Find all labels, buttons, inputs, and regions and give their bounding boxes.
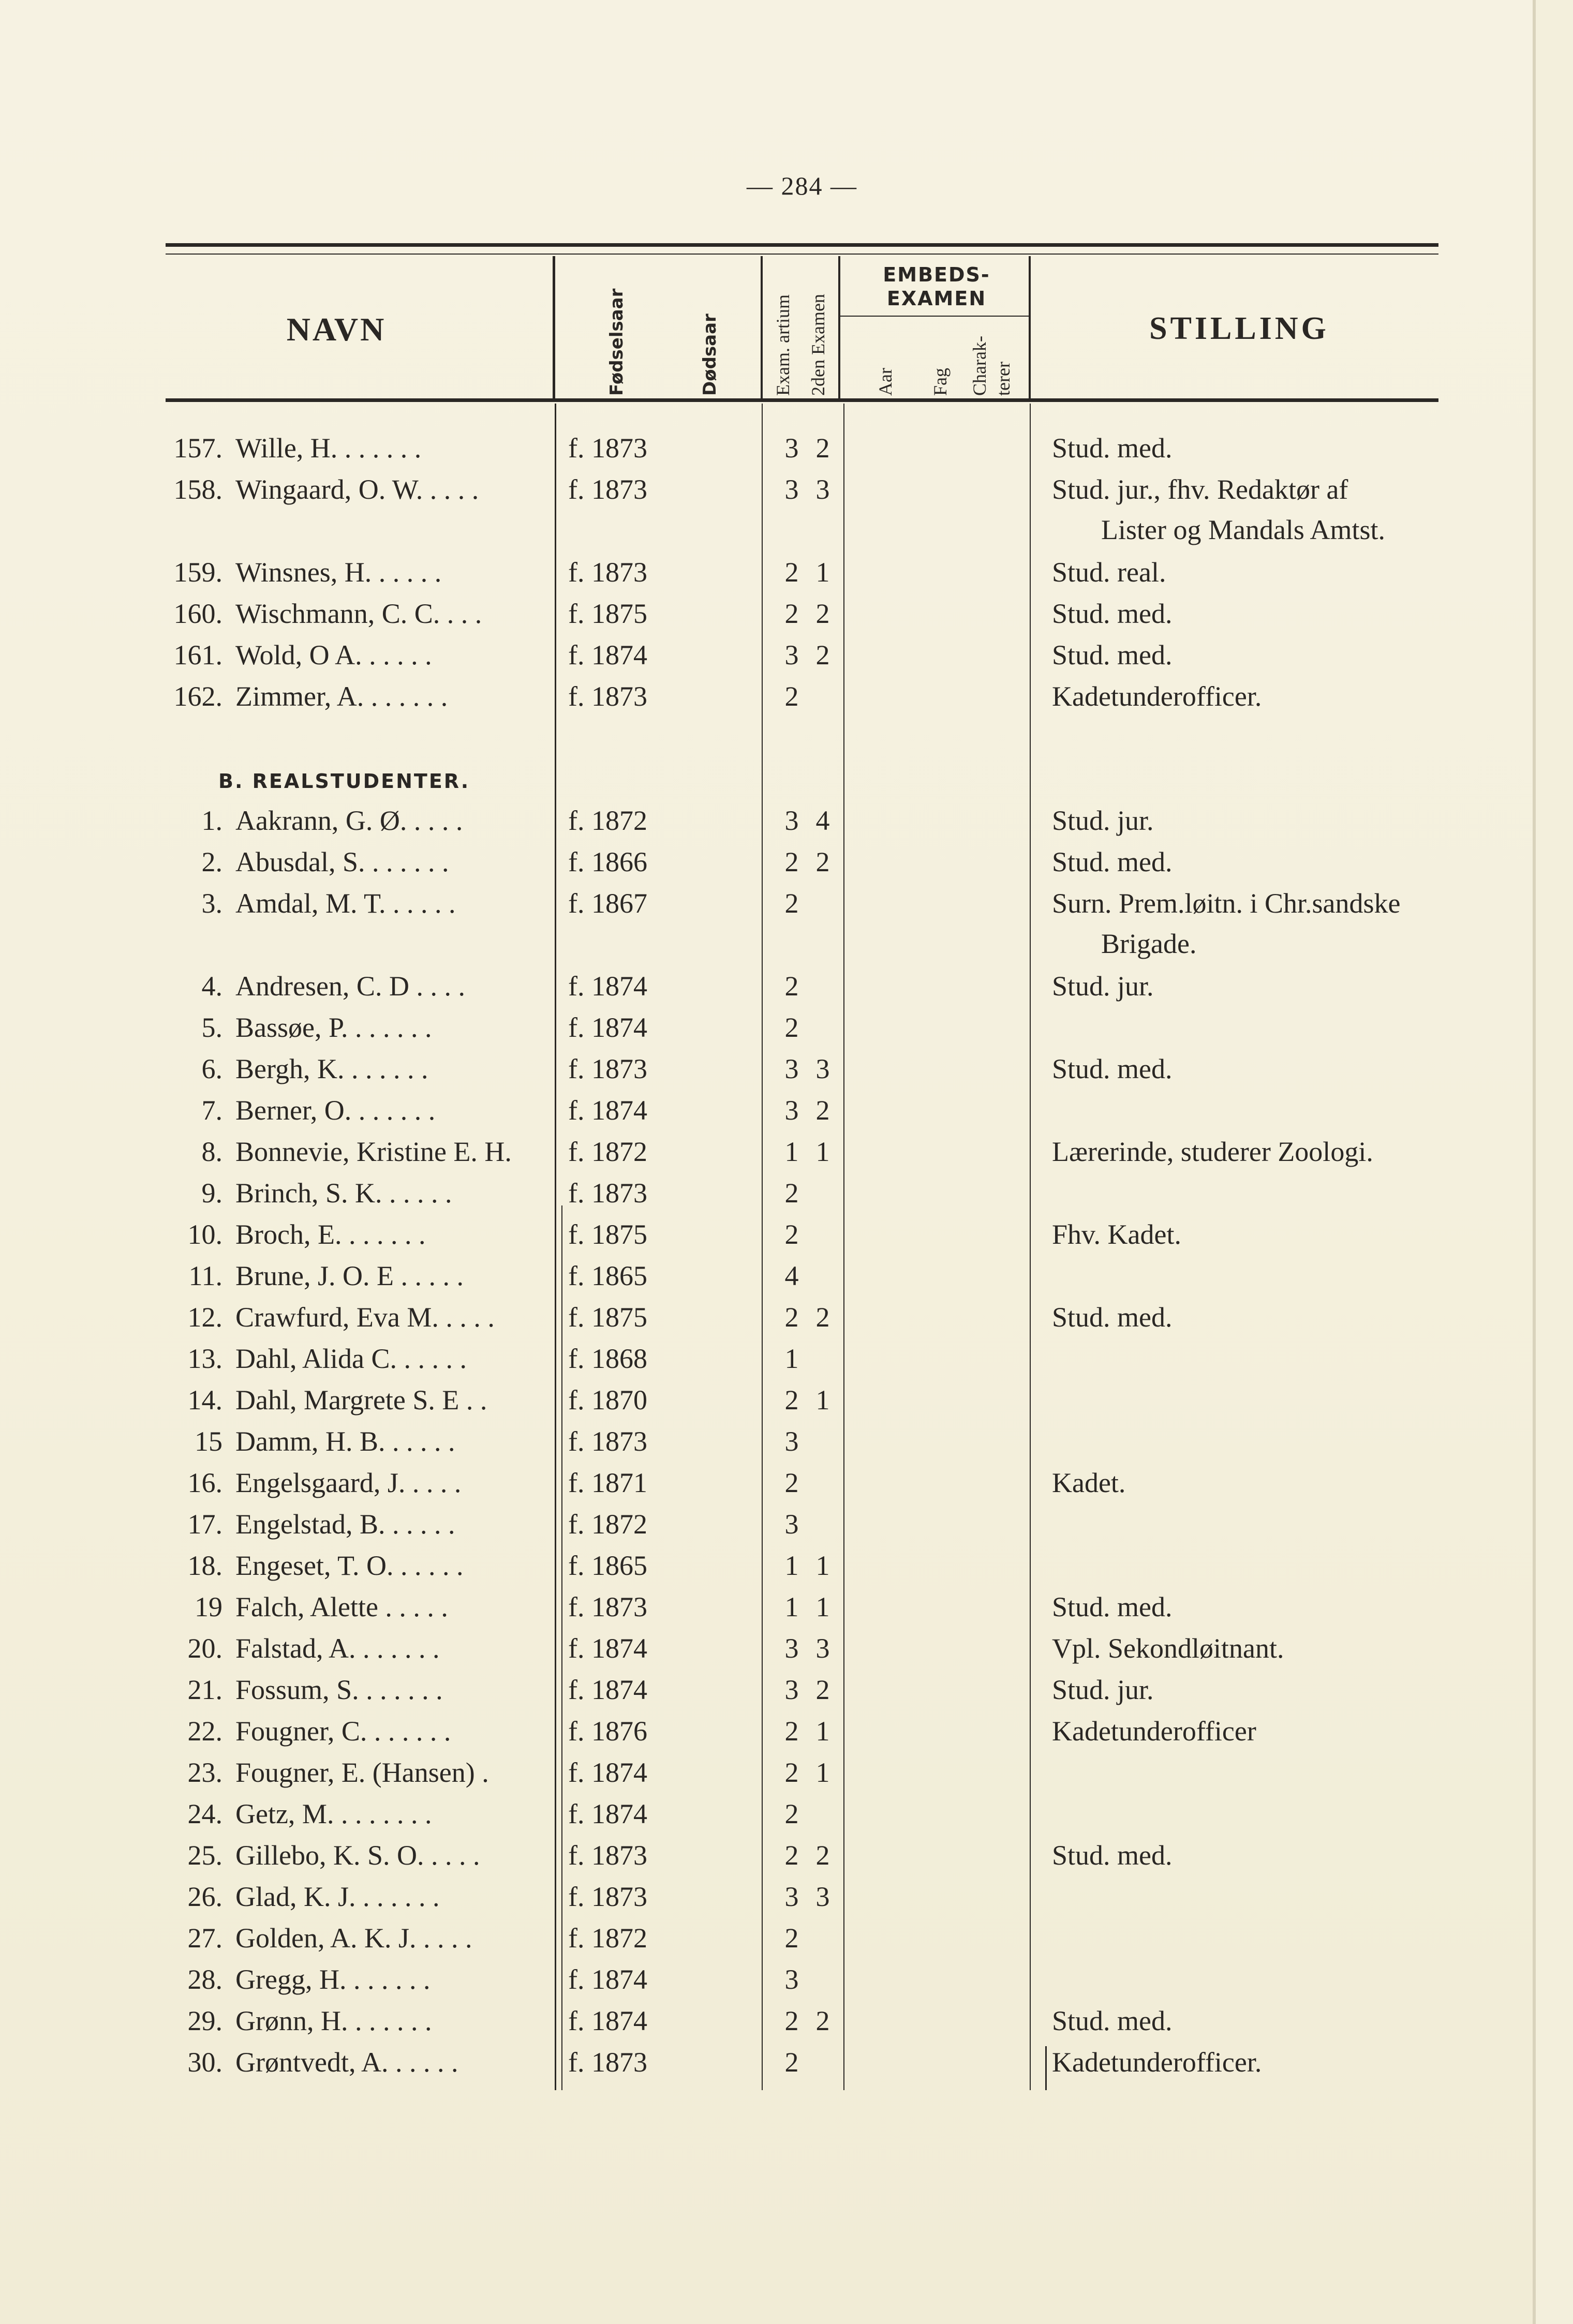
table-row	[0, 1550, 1533, 1591]
row-exam-artium: 1	[784, 1550, 799, 1581]
table-row	[0, 970, 1533, 1011]
row-name: Fougner, E. (Hansen) .	[235, 1757, 489, 1788]
row-stilling: Stud. med.	[1052, 639, 1173, 671]
row-exam-artium: 2	[784, 681, 799, 712]
row-birth-year: f. 1870	[568, 1384, 647, 1416]
row-birth-year: f. 1874	[568, 1964, 647, 1995]
row-number: 19	[195, 1591, 222, 1622]
top-rule	[166, 243, 1438, 247]
header-fodselsaar: Fødselsaar	[606, 288, 627, 396]
top-rule-thin	[166, 254, 1438, 255]
row-name: Brinch, S. K. . . . . .	[235, 1178, 452, 1209]
row-birth-year: f. 1873	[568, 1840, 647, 1871]
row-stilling: Lærerinde, studerer Zoologi.	[1052, 1136, 1373, 1167]
table-row	[0, 1053, 1533, 1094]
row-number: 13.	[187, 1343, 222, 1374]
row-number: 4.	[201, 971, 222, 1002]
row-exam-artium: 2	[784, 557, 799, 588]
row-name: Bassøe, P. . . . . . .	[235, 1012, 432, 1043]
row-name: Glad, K. J. . . . . . .	[235, 1881, 440, 1912]
row-number: 161.	[173, 639, 222, 671]
row-exam-artium: 3	[784, 1674, 799, 1705]
row-number: 8.	[201, 1136, 222, 1167]
row-exam-artium: 4	[784, 1260, 799, 1291]
row-birth-year: f. 1873	[568, 1591, 647, 1622]
table-row	[0, 1218, 1533, 1260]
row-birth-year: f. 1873	[568, 2047, 647, 2078]
row-name: Engelsgaard, J. . . . .	[235, 1467, 462, 1498]
row-stilling: Stud. jur.	[1052, 1674, 1154, 1705]
row-name: Wille, H. . . . . . .	[235, 433, 422, 464]
row-birth-year: f. 1874	[568, 1095, 647, 1126]
row-number: 162.	[173, 681, 222, 712]
row-second-exam: 3	[815, 1633, 830, 1664]
row-number: 158.	[173, 474, 222, 505]
row-exam-artium: 2	[784, 1012, 799, 1043]
row-number: 24.	[187, 1798, 222, 1829]
row-birth-year: f. 1867	[568, 888, 647, 919]
row-number: 1.	[201, 805, 222, 836]
row-second-exam: 2	[815, 433, 830, 464]
embeds-subrule	[840, 316, 1029, 317]
row-stilling: Stud. jur., fhv. Redaktør af	[1052, 474, 1348, 505]
table-row	[0, 1839, 1533, 1881]
row-number: 23.	[187, 1757, 222, 1788]
row-birth-year: f. 1874	[568, 1798, 647, 1829]
row-stilling: Vpl. Sekondløitnant.	[1052, 1633, 1284, 1664]
row-birth-year: f. 1874	[568, 1012, 647, 1043]
row-exam-artium: 3	[784, 805, 799, 836]
row-name: Wischmann, C. C. . . .	[235, 598, 482, 629]
row-second-exam: 2	[815, 1840, 830, 1871]
row-stilling: Stud. med.	[1052, 433, 1173, 464]
row-name: Golden, A. K. J. . . . .	[235, 1923, 472, 1954]
table-row	[0, 805, 1533, 846]
table-row	[0, 1798, 1533, 1839]
row-birth-year: f. 1872	[568, 1509, 647, 1540]
row-exam-artium: 2	[784, 2005, 799, 2036]
row-birth-year: f. 1874	[568, 2005, 647, 2036]
header-divider-name	[553, 256, 555, 398]
row-stilling: Surn. Prem.løitn. i Chr.sandske	[1052, 888, 1401, 919]
row-birth-year: f. 1868	[568, 1343, 647, 1374]
row-exam-artium: 3	[784, 1426, 799, 1457]
header-bottom-rule	[166, 398, 1438, 402]
row-birth-year: f. 1873	[568, 1881, 647, 1912]
row-number: 159.	[173, 557, 222, 588]
row-name: Abusdal, S. . . . . . .	[235, 846, 449, 877]
table-row	[0, 1384, 1533, 1425]
row-number: 29.	[187, 2005, 222, 2036]
row-birth-year: f. 1873	[568, 557, 647, 588]
row-birth-year: f. 1874	[568, 1674, 647, 1705]
table-row	[0, 1467, 1533, 1508]
header-stilling: STILLING	[1149, 311, 1329, 346]
row-birth-year: f. 1871	[568, 1467, 647, 1498]
row-number: 22.	[187, 1716, 222, 1747]
row-birth-year: f. 1872	[568, 1136, 647, 1167]
table-row	[0, 1343, 1533, 1384]
table-row	[0, 598, 1533, 639]
table-row	[0, 473, 1533, 545]
row-stilling: Stud. med.	[1052, 846, 1173, 877]
row-number: 30.	[187, 2047, 222, 2078]
row-birth-year: f. 1876	[568, 1716, 647, 1747]
row-stilling: Kadetunderofficer.	[1052, 2047, 1262, 2078]
row-birth-year: f. 1865	[568, 1260, 647, 1291]
table-row	[0, 1674, 1533, 1715]
row-name: Brune, J. O. E . . . . .	[235, 1260, 464, 1291]
row-number: 26.	[187, 1881, 222, 1912]
row-name: Engeset, T. O. . . . . .	[235, 1550, 464, 1581]
row-name: Aakrann, G. Ø. . . . .	[235, 805, 463, 836]
row-exam-artium: 2	[784, 1757, 799, 1788]
row-exam-artium: 2	[784, 1467, 799, 1498]
row-exam-artium: 3	[784, 1509, 799, 1540]
row-second-exam: 4	[815, 805, 830, 836]
section-heading-realstudenter: B. REALSTUDENTER.	[218, 770, 470, 793]
row-name: Amdal, M. T. . . . . .	[235, 888, 456, 919]
row-name: Gillebo, K. S. O. . . . .	[235, 1840, 480, 1871]
row-name: Grønn, H. . . . . . .	[235, 2005, 432, 2036]
row-stilling-continued: Brigade.	[1101, 928, 1197, 959]
row-stilling: Stud. jur.	[1052, 971, 1154, 1002]
row-exam-artium: 2	[784, 971, 799, 1002]
header-dodsaar: Dødsaar	[700, 314, 720, 396]
row-stilling: Stud. med.	[1052, 1053, 1173, 1084]
table-row	[0, 1136, 1533, 1177]
row-stilling: Stud. med.	[1052, 598, 1173, 629]
row-stilling: Stud. med.	[1052, 1840, 1173, 1871]
table-row	[0, 1881, 1533, 1922]
row-birth-year: f. 1874	[568, 1757, 647, 1788]
row-second-exam: 2	[815, 1302, 830, 1333]
row-name: Falstad, A. . . . . . .	[235, 1633, 440, 1664]
row-second-exam: 2	[815, 1674, 830, 1705]
row-second-exam: 2	[815, 2005, 830, 2036]
row-stilling-continued: Lister og Mandals Amtst.	[1101, 514, 1385, 545]
header-embeds	[843, 263, 1030, 310]
row-exam-artium: 2	[784, 1178, 799, 1209]
table-row	[0, 1260, 1533, 1301]
header-embeds-line2: EXAMEN	[886, 287, 987, 310]
header-embeds-line1: EMBEDS-	[883, 263, 990, 286]
row-stilling: Fhv. Kadet.	[1052, 1219, 1181, 1250]
row-exam-artium: 3	[784, 1633, 799, 1664]
row-exam-artium: 2	[784, 2047, 799, 2078]
row-number: 6.	[201, 1053, 222, 1084]
row-name: Wingaard, O. W. . . . .	[235, 474, 479, 505]
row-stilling: Stud. med.	[1052, 1302, 1173, 1333]
row-exam-artium: 3	[784, 1964, 799, 1995]
table-row	[0, 1094, 1533, 1136]
row-number: 28.	[187, 1964, 222, 1995]
row-exam-artium: 3	[784, 1053, 799, 1084]
table-row	[0, 2046, 1533, 2088]
table-row	[0, 1591, 1533, 1632]
row-exam-artium: 2	[784, 1840, 799, 1871]
table-row	[0, 1632, 1533, 1674]
row-number: 157.	[173, 433, 222, 464]
table-row	[0, 432, 1533, 473]
row-second-exam: 1	[815, 1384, 830, 1416]
table-row	[0, 1715, 1533, 1756]
row-birth-year: f. 1875	[568, 598, 647, 629]
row-number: 20.	[187, 1633, 222, 1664]
row-name: Bonnevie, Kristine E. H.	[235, 1136, 512, 1167]
row-number: 27.	[187, 1923, 222, 1954]
row-number: 21.	[187, 1674, 222, 1705]
row-name: Dahl, Alida C. . . . . .	[235, 1343, 467, 1374]
table-row	[0, 1177, 1533, 1218]
row-name: Engelstad, B. . . . . .	[235, 1509, 455, 1540]
row-birth-year: f. 1873	[568, 1178, 647, 1209]
row-second-exam: 2	[815, 598, 830, 629]
table-row	[0, 2005, 1533, 2046]
row-second-exam: 1	[815, 1716, 830, 1747]
row-stilling: Kadetunderofficer.	[1052, 681, 1262, 712]
row-birth-year: f. 1873	[568, 681, 647, 712]
row-exam-artium: 3	[784, 1095, 799, 1126]
row-birth-year: f. 1874	[568, 1633, 647, 1664]
row-second-exam: 1	[815, 1757, 830, 1788]
row-number: 10.	[187, 1219, 222, 1250]
row-birth-year: f. 1874	[568, 971, 647, 1002]
row-exam-artium: 3	[784, 474, 799, 505]
row-exam-artium: 2	[784, 888, 799, 919]
row-second-exam: 3	[815, 1881, 830, 1912]
row-name: Damm, H. B. . . . . .	[235, 1426, 455, 1457]
row-second-exam: 1	[815, 1550, 830, 1581]
row-number: 14.	[187, 1384, 222, 1416]
row-name: Broch, E. . . . . . .	[235, 1219, 426, 1250]
row-stilling: Stud. real.	[1052, 557, 1166, 588]
row-number: 15	[195, 1426, 222, 1457]
row-number: 18.	[187, 1550, 222, 1581]
row-number: 17.	[187, 1509, 222, 1540]
row-stilling: Kadet.	[1052, 1467, 1126, 1498]
row-second-exam: 2	[815, 846, 830, 877]
row-second-exam: 2	[815, 1095, 830, 1126]
row-name: Falch, Alette . . . . .	[235, 1591, 448, 1622]
row-second-exam: 1	[815, 1136, 830, 1167]
row-second-exam: 1	[815, 1591, 830, 1622]
row-birth-year: f. 1866	[568, 846, 647, 877]
header-divider-dates	[761, 256, 763, 398]
row-name: Berner, O. . . . . . .	[235, 1095, 436, 1126]
header-fag: Fag	[930, 368, 951, 396]
row-number: 2.	[201, 846, 222, 877]
row-exam-artium: 3	[784, 639, 799, 671]
table-row	[0, 680, 1533, 722]
row-exam-artium: 2	[784, 1716, 799, 1747]
row-number: 16.	[187, 1467, 222, 1498]
header-aar: Aar	[875, 368, 896, 396]
table-row	[0, 1011, 1533, 1053]
row-stilling: Stud. jur.	[1052, 805, 1154, 836]
table-row	[0, 1963, 1533, 2005]
header-charak: Charak-	[969, 336, 990, 396]
row-second-exam: 3	[815, 474, 830, 505]
row-number: 12.	[187, 1302, 222, 1333]
header-anden-examen: 2den Examen	[808, 294, 828, 396]
row-birth-year: f. 1872	[568, 1923, 647, 1954]
row-exam-artium: 1	[784, 1343, 799, 1374]
row-name: Grøntvedt, A. . . . . .	[235, 2047, 458, 2078]
row-name: Getz, M. . . . . . . .	[235, 1798, 432, 1829]
row-name: Bergh, K. . . . . . .	[235, 1053, 428, 1084]
table-row	[0, 846, 1533, 887]
row-second-exam: 3	[815, 1053, 830, 1084]
table-row	[0, 887, 1533, 959]
row-number: 7.	[201, 1095, 222, 1126]
page-number: — 284 —	[747, 171, 857, 200]
row-second-exam: 2	[815, 639, 830, 671]
row-name: Andresen, C. D . . . .	[235, 971, 465, 1002]
row-number: 3.	[201, 888, 222, 919]
row-name: Crawfurd, Eva M. . . . .	[235, 1302, 495, 1333]
row-birth-year: f. 1872	[568, 805, 647, 836]
row-name: Wold, O A. . . . . .	[235, 639, 432, 671]
row-birth-year: f. 1875	[568, 1302, 647, 1333]
row-birth-year: f. 1874	[568, 639, 647, 671]
row-exam-artium: 2	[784, 1302, 799, 1333]
row-number: 9.	[201, 1178, 222, 1209]
row-exam-artium: 2	[784, 846, 799, 877]
row-name: Fougner, C. . . . . . .	[235, 1716, 451, 1747]
row-birth-year: f. 1875	[568, 1219, 647, 1250]
header-terer: terer	[993, 362, 1014, 396]
row-number: 11.	[188, 1260, 222, 1291]
row-exam-artium: 1	[784, 1591, 799, 1622]
row-exam-artium: 2	[784, 1219, 799, 1250]
table-row	[0, 1508, 1533, 1550]
row-exam-artium: 2	[784, 1923, 799, 1954]
row-birth-year: f. 1873	[568, 1053, 647, 1084]
table-row	[0, 556, 1533, 598]
row-exam-artium: 3	[784, 1881, 799, 1912]
row-second-exam: 1	[815, 557, 830, 588]
row-birth-year: f. 1873	[568, 433, 647, 464]
header-navn: NAVN	[286, 311, 387, 348]
row-birth-year: f. 1865	[568, 1550, 647, 1581]
table-row	[0, 1922, 1533, 1963]
row-exam-artium: 3	[784, 433, 799, 464]
row-stilling: Kadetunderofficer	[1052, 1716, 1256, 1747]
row-name: Fossum, S. . . . . . .	[235, 1674, 443, 1705]
table-row	[0, 1301, 1533, 1343]
row-stilling: Stud. med.	[1052, 2005, 1173, 2036]
row-stilling: Stud. med.	[1052, 1591, 1173, 1622]
header-exam-artium: Exam. artium	[773, 294, 793, 396]
table-row	[0, 1756, 1533, 1798]
row-name: Winsnes, H. . . . . .	[235, 557, 442, 588]
row-birth-year: f. 1873	[568, 474, 647, 505]
row-name: Zimmer, A. . . . . . .	[235, 681, 448, 712]
row-exam-artium: 2	[784, 1798, 799, 1829]
row-number: 25.	[187, 1840, 222, 1871]
row-exam-artium: 2	[784, 1384, 799, 1416]
table-row	[0, 1425, 1533, 1467]
row-name: Dahl, Margrete S. E . .	[235, 1384, 487, 1416]
table-row	[0, 639, 1533, 680]
row-name: Gregg, H. . . . . . .	[235, 1964, 431, 1995]
row-birth-year: f. 1873	[568, 1426, 647, 1457]
header-divider-exams	[838, 256, 840, 398]
row-number: 5.	[201, 1012, 222, 1043]
row-exam-artium: 2	[784, 598, 799, 629]
row-exam-artium: 1	[784, 1136, 799, 1167]
row-number: 160.	[173, 598, 222, 629]
